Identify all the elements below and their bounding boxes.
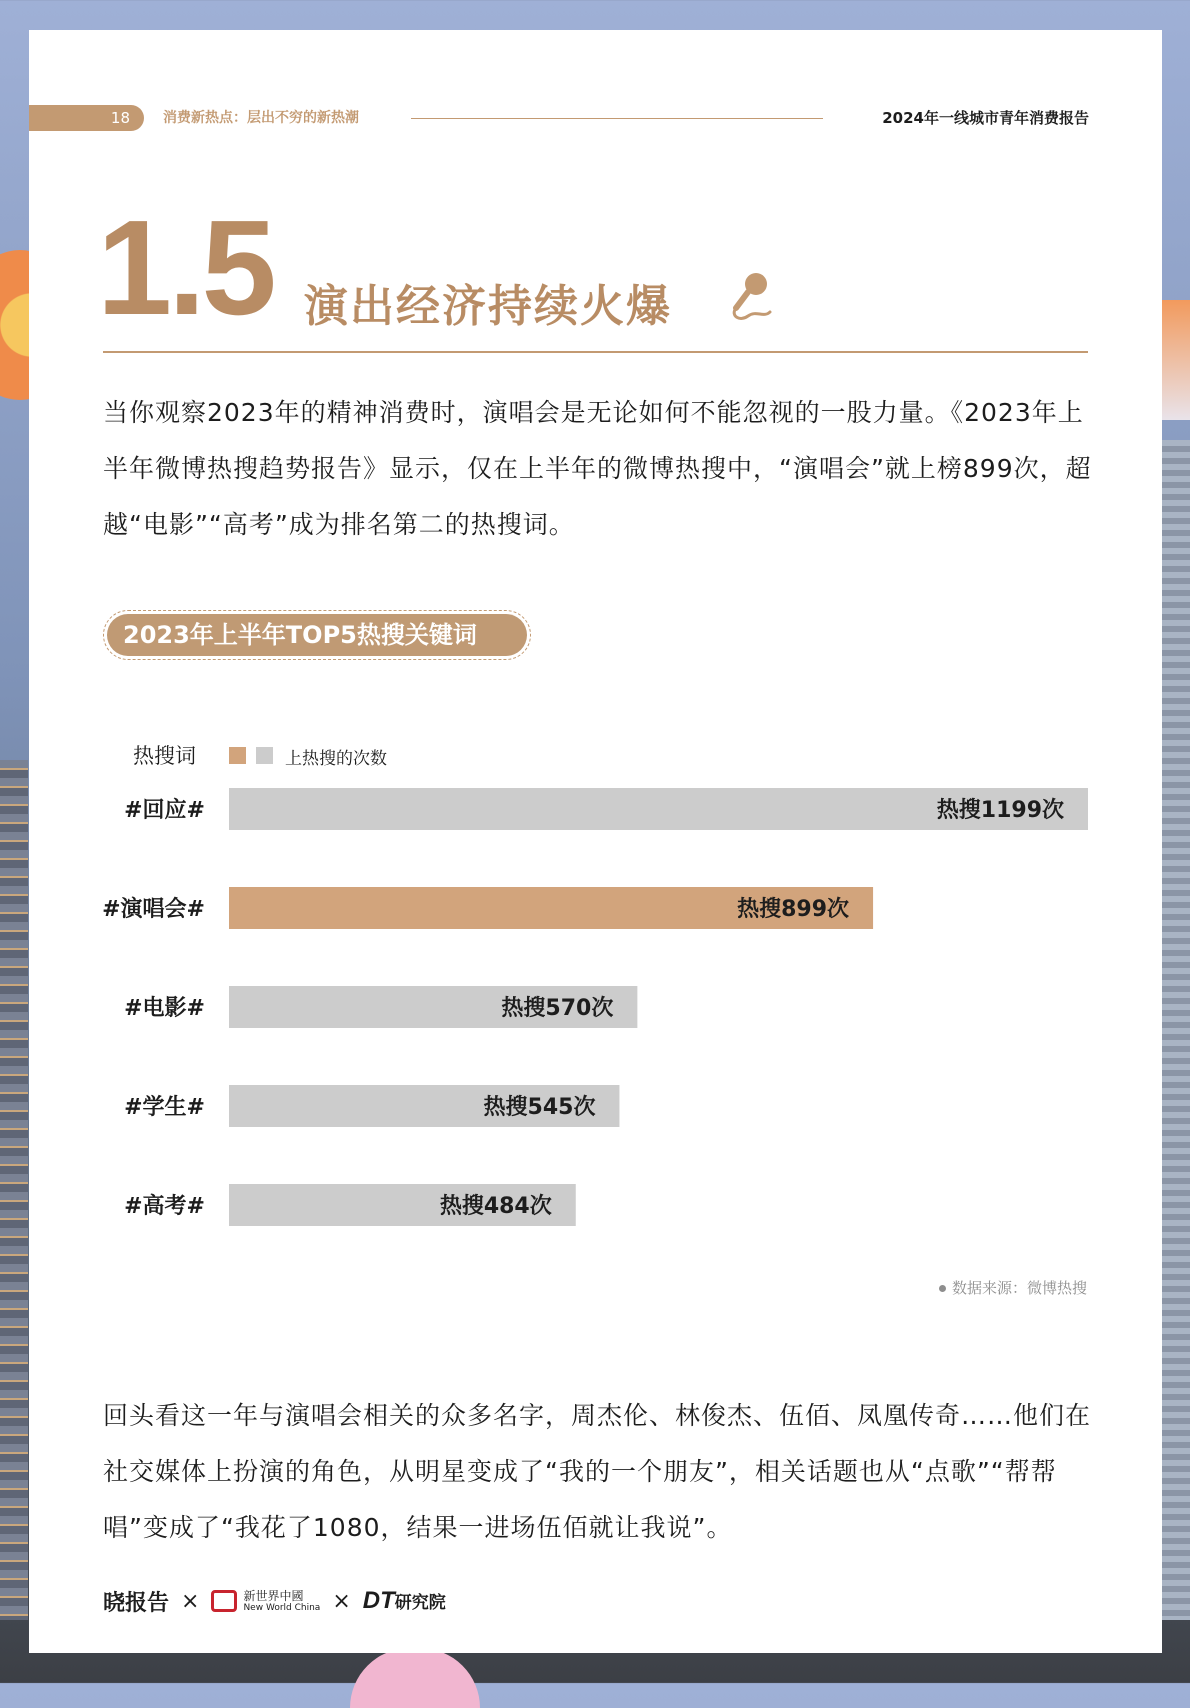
logo-dt-cn: 研究院 (394, 1593, 446, 1613)
intro-paragraph: 当你观察2023年的精神消费时，演唱会是无论如何不能忽视的一股力量。《2023年上半年微博热搜趋势报告》显示，仅在上半年的微博热搜中，“演唱会”就上榜899次，超越“电影”“高考”成为排名第二的热搜词。 (103, 398, 1092, 539)
bullet-icon (939, 1285, 946, 1292)
data-source (939, 1277, 1087, 1298)
header-section-title: 消费新热点：层出不穷的新热潮 (163, 110, 359, 126)
category-label-4: #高考# (124, 1194, 205, 1219)
category-label-0: #回应# (124, 798, 205, 823)
logo-new-world-en: New World China (243, 1602, 321, 1613)
category-label-2: #电影# (124, 996, 205, 1021)
logo-new-world-china (211, 1590, 320, 1613)
separator-x: × (181, 1588, 200, 1614)
data-source-text: 数据来源：微博热搜 (951, 1279, 1087, 1297)
logo-new-world-cn: 新世界中國 (243, 1588, 304, 1603)
closing-paragraph: 回头看这一年与演唱会相关的众多名字，周杰伦、林俊杰、伍佰、凤凰传奇……他们在社交媒体上扮演的角色，从明星变成了“我的一个朋友”，相关话题也从“点歌”“帮帮唱”变成了“我花了1080，结果一进场伍佰就让我说”。 (103, 1401, 1092, 1542)
logo-dt-mark: DT (362, 1587, 395, 1614)
value-label-4: 热搜484次 (439, 1194, 552, 1219)
chart-title: 2023年上半年TOP5热搜关键词 (107, 614, 527, 656)
logo-xiaobaogao: 晓报告 (103, 1590, 170, 1616)
value-label-2: 热搜570次 (501, 996, 614, 1021)
separator-x: × (332, 1588, 351, 1614)
header-report-title: 2024年一线城市青年消费报告 (882, 109, 1089, 127)
footer-logos (103, 1583, 446, 1619)
logo-dt-institute (363, 1587, 446, 1615)
page-number: 18 (29, 105, 144, 131)
background-building-left (0, 760, 28, 1620)
category-label-3: #学生# (124, 1095, 205, 1120)
section-title: 演出经济持续火爆 (304, 281, 672, 332)
value-label-3: 热搜545次 (483, 1095, 596, 1120)
legend-category-label: 热搜词 (133, 744, 196, 768)
category-label-1: #演唱会# (102, 897, 205, 922)
report-page (29, 30, 1162, 1653)
value-label-1: 热搜899次 (737, 897, 850, 922)
background-building-right (1158, 440, 1190, 1620)
legend-series-label: 上热搜的次数 (285, 749, 387, 769)
background-character-illustration (350, 1648, 480, 1708)
new-world-logo-icon (211, 1590, 237, 1612)
value-label-0: 热搜1199次 (936, 798, 1064, 823)
section-number: 1.5 (97, 192, 273, 343)
